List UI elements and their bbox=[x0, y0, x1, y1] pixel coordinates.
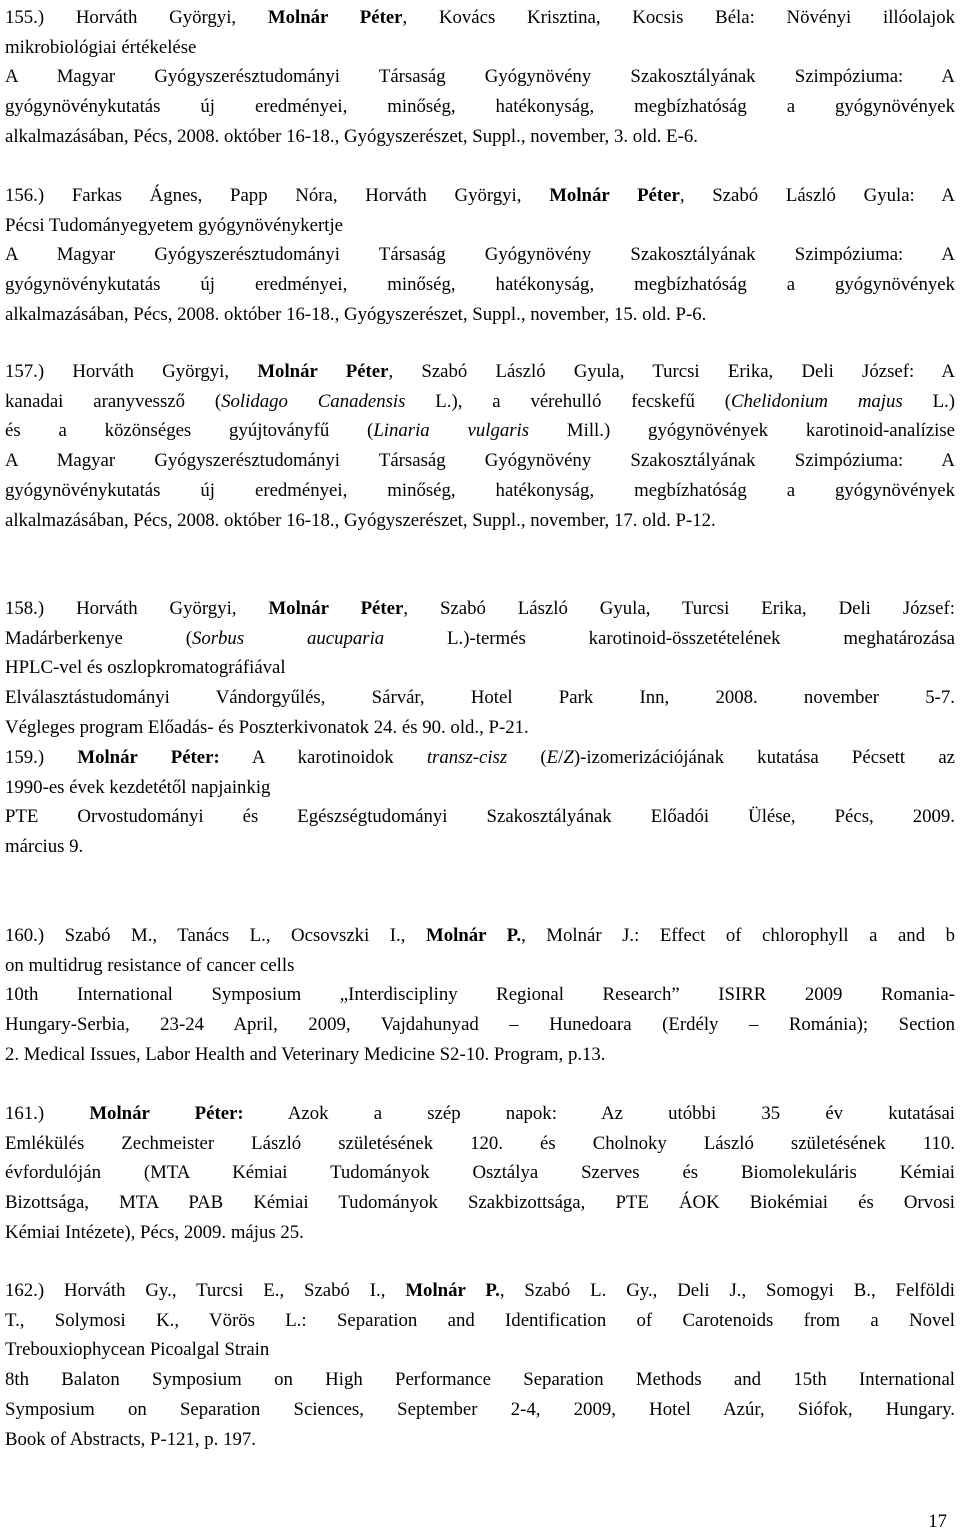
italic-term: Solidago Canadensis bbox=[221, 390, 406, 412]
text-run: 156.) Farkas Ágnes, Papp Nóra, Horváth Györgyi, bbox=[5, 185, 550, 206]
entry-line bbox=[5, 416, 955, 446]
italic-term: Z bbox=[563, 747, 574, 768]
italic-term: E bbox=[546, 747, 559, 768]
entry-line bbox=[5, 92, 955, 122]
text-run: Emlékülés Zechmeister László születésének 120. és Cholnoky László születésének 110. bbox=[5, 1132, 955, 1154]
author-highlight: Molnár Péter bbox=[268, 598, 404, 619]
entry-line bbox=[5, 240, 955, 270]
italic-term: Linaria vulgaris bbox=[373, 420, 530, 442]
text-run: HPLC-vel és oszlopkromatográfiával bbox=[5, 657, 286, 679]
text-run: alkalmazásában, Pécs, 2008. október 16-18., Gyógyszerészet, Suppl., november, 15. old. P-6. bbox=[5, 303, 707, 325]
text-run: évfordulóján (MTA Kémiai Tudományok Osztálya Szerves és Biomolekuláris Kémiai bbox=[5, 1162, 955, 1184]
text-run: gyógynövénykutatás új eredményei, minőség, hatékonyság, megbízhatóság a gyógynövények bbox=[5, 274, 955, 296]
text-run: alkalmazásában, Pécs, 2008. október 16-18., Gyógyszerészet, Suppl., november, 17. old. P-12. bbox=[5, 509, 716, 531]
author-highlight: Molnár Péter bbox=[257, 361, 389, 382]
entry-line bbox=[5, 211, 955, 241]
entry-line bbox=[5, 743, 955, 773]
entry-line bbox=[5, 1425, 955, 1455]
entry-line bbox=[5, 832, 955, 862]
text-run: , Molnár J.: Effect of chlorophyll a and b bbox=[521, 925, 955, 946]
text-run: , Szabó L. Gy., Deli J., Somogyi B., Felföldi bbox=[499, 1280, 955, 1301]
author-highlight: Molnár P. bbox=[405, 1280, 500, 1301]
text-run: PTE Orvostudományi és Egészségtudományi Szakosztályának Előadói Ülése, Pécs, 2009. bbox=[5, 806, 955, 828]
text-run: on multidrug resistance of cancer cells bbox=[5, 954, 295, 976]
text-run: , Szabó László Gyula, Turcsi Erika, Deli József: A bbox=[388, 361, 955, 382]
text-run: Kémiai Intézete), Pécs, 2009. május 25. bbox=[5, 1221, 304, 1243]
entry-line bbox=[5, 980, 955, 1010]
publication-entry-158 bbox=[5, 594, 955, 743]
text-run: kanadai aranyvessző ( bbox=[5, 390, 222, 412]
entry-line bbox=[5, 802, 955, 832]
text-run: ( bbox=[507, 747, 547, 768]
publication-entry-160 bbox=[5, 921, 955, 1070]
publication-entry-157 bbox=[5, 357, 955, 535]
text-run: , Kovács Krisztina, Kocsis Béla: Növényi illóolajok bbox=[402, 7, 955, 28]
entry-line bbox=[5, 1365, 955, 1395]
publication-entry-155 bbox=[5, 3, 955, 152]
italic-term: Sorbus aucuparia bbox=[191, 627, 385, 649]
text-run: Trebouxiophycean Picoalgal Strain bbox=[5, 1339, 270, 1361]
text-run: / bbox=[558, 747, 564, 768]
text-run: 10th International Symposium „Interdisciplіny Regional Research” ISIRR 2009 Romania- bbox=[5, 984, 955, 1006]
text-run: alkalmazásában, Pécs, 2008. október 16-18., Gyógyszerészet, Suppl., november, 3. old. E-6. bbox=[5, 125, 698, 147]
text-run: )-izomerizációjának kutatása Pécsett az bbox=[573, 747, 956, 768]
entry-line bbox=[5, 1306, 955, 1336]
entry-line bbox=[5, 357, 955, 387]
entry-line bbox=[5, 181, 955, 211]
text-run: A Magyar Gyógyszerésztudományi Társaság Gyógynövény Szakosztályának Szimpóziuma: A bbox=[5, 244, 955, 266]
entry-line bbox=[5, 300, 955, 330]
publication-entry-156 bbox=[5, 181, 955, 330]
entry-line bbox=[5, 3, 955, 33]
text-run: L.)-termés karotinoid-összetételének meghatározása bbox=[384, 627, 955, 649]
entry-line bbox=[5, 624, 955, 654]
text-run: Elválasztástudományi Vándorgyűlés, Sárvár, Hotel Park Inn, 2008. november 5-7. bbox=[5, 687, 955, 709]
entry-line bbox=[5, 1188, 955, 1218]
entry-line bbox=[5, 506, 955, 536]
italic-term: transz-cisz bbox=[426, 747, 508, 768]
text-run: 161.) bbox=[5, 1103, 90, 1124]
author-highlight: Molnár Péter: bbox=[89, 1103, 244, 1124]
entry-line bbox=[5, 713, 955, 743]
text-run: Bizottsága, MTA PAB Kémiai Tudományok Szakbizottsága, PTE ÁOK Biokémiai és Orvosi bbox=[5, 1192, 955, 1214]
text-run: L.), a vérehulló fecskefű ( bbox=[405, 390, 731, 412]
entry-line bbox=[5, 1129, 955, 1159]
text-run: mikrobiológiai értékelése bbox=[5, 36, 197, 58]
text-run: 160.) Szabó M., Tanács L., Ocsovszki I., bbox=[5, 925, 426, 946]
text-run: gyógynövénykutatás új eredményei, minőség, hatékonyság, megbízhatóság a gyógynövények bbox=[5, 479, 955, 501]
publication-entry-161 bbox=[5, 1099, 955, 1248]
entry-line bbox=[5, 1335, 955, 1365]
entry-line bbox=[5, 476, 955, 506]
publication-entry-162 bbox=[5, 1276, 955, 1454]
text-run: és a közönséges gyújtoványfű ( bbox=[5, 420, 374, 442]
text-run: Végleges program Előadás- és Poszterkivonatok 24. és 90. old., P-21. bbox=[5, 716, 529, 738]
text-run: , Szabó László Gyula: A bbox=[679, 185, 955, 206]
text-run: A Magyar Gyógyszerésztudományi Társaság Gyógynövény Szakosztályának Szimpóziuma: A bbox=[5, 450, 955, 472]
entry-line bbox=[5, 653, 955, 683]
entry-line bbox=[5, 446, 955, 476]
entry-line bbox=[5, 683, 955, 713]
entry-line bbox=[5, 33, 955, 63]
text-run: Mill.) gyógynövények karotinoid-analízise bbox=[529, 420, 956, 442]
text-run: 159.) bbox=[5, 747, 78, 768]
text-run: Book of Abstracts, P-121, p. 197. bbox=[5, 1428, 256, 1450]
entry-line bbox=[5, 1040, 955, 1070]
entry-line bbox=[5, 1158, 955, 1188]
entry-line bbox=[5, 1099, 955, 1129]
entry-line bbox=[5, 921, 955, 951]
text-run: 155.) Horváth Györgyi, bbox=[5, 7, 268, 28]
text-run: , Szabó László Gyula, Turcsi Erika, Deli József: bbox=[403, 598, 955, 619]
text-run: Azok a szép napok: Az utóbbi 35 év kutatásai bbox=[243, 1103, 955, 1124]
text-run: L.) bbox=[902, 390, 955, 412]
text-run: Madárberkenye ( bbox=[5, 627, 192, 649]
entry-line bbox=[5, 270, 955, 300]
author-highlight: Molnár Péter: bbox=[77, 747, 220, 768]
text-run: gyógynövénykutatás új eredményei, minőség, hatékonyság, megbízhatóság a gyógynövények bbox=[5, 96, 955, 118]
entry-line bbox=[5, 951, 955, 981]
text-run: március 9. bbox=[5, 836, 84, 858]
entry-line bbox=[5, 773, 955, 803]
page-number: 17 bbox=[928, 1511, 947, 1532]
text-run: Symposium on Separation Sciences, September 2-4, 2009, Hotel Azúr, Siófok, Hungary. bbox=[5, 1398, 955, 1420]
text-run: 157.) Horváth Györgyi, bbox=[5, 361, 258, 382]
entry-line bbox=[5, 1218, 955, 1248]
entry-line bbox=[5, 594, 955, 624]
text-run: 158.) Horváth Györgyi, bbox=[5, 598, 269, 619]
text-run: A karotinoidok bbox=[219, 747, 427, 768]
text-run: T., Solymosi K., Vörös L.: Separation and Identification of Carotenoids from a Novel bbox=[5, 1309, 955, 1331]
text-run: Pécsi Tudományegyetem gyógynövénykertje bbox=[5, 214, 344, 236]
author-highlight: Molnár Péter bbox=[549, 185, 680, 206]
publication-entry-159 bbox=[5, 743, 955, 862]
text-run: 162.) Horváth Gy., Turcsi E., Szabó I., bbox=[5, 1280, 406, 1301]
entry-line bbox=[5, 1010, 955, 1040]
text-run: 8th Balaton Symposium on High Performance Separation Methods and 15th International bbox=[5, 1369, 955, 1391]
entry-line bbox=[5, 62, 955, 92]
text-run: Hungary-Serbia, 23-24 April, 2009, Vajdahunyad – Hunedoara (Erdély – Románia); Section bbox=[5, 1014, 955, 1036]
text-run: A Magyar Gyógyszerésztudományi Társaság Gyógynövény Szakosztályának Szimpóziuma: A bbox=[5, 66, 955, 88]
text-run: 2. Medical Issues, Labor Health and Veterinary Medicine S2-10. Program, p.13. bbox=[5, 1043, 606, 1065]
entry-line bbox=[5, 387, 955, 417]
entry-line bbox=[5, 1276, 955, 1306]
author-highlight: Molnár Péter bbox=[267, 7, 403, 28]
entry-line bbox=[5, 122, 955, 152]
author-highlight: Molnár P. bbox=[425, 925, 522, 946]
text-run: 1990-es évek kezdetétől napjainkig bbox=[5, 776, 271, 798]
italic-term: Chelidonium majus bbox=[730, 390, 903, 412]
entry-line bbox=[5, 1395, 955, 1425]
